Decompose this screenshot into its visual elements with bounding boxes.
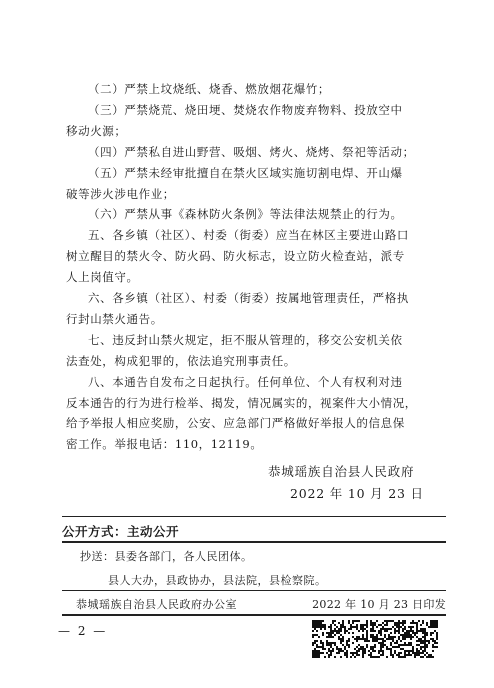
divider-top [62, 516, 446, 517]
body-line: 破等涉火涉电作业； [66, 186, 175, 201]
cc-line-2: 县人大办，县政协办，县法院，县检察院。 [108, 574, 327, 587]
divider-thick [62, 541, 446, 543]
body-line: （三）严禁烧荒、烧田埂、焚烧农作物废弃物料、投放空中 [88, 102, 403, 117]
body-line: 七、违反封山禁火规定，拒不服从管理的，移交公安机关依 [88, 332, 403, 347]
body-line: 人上岗值守。 [66, 270, 139, 285]
cc-line-1: 抄送：县委各部门，各人民团体。 [80, 550, 253, 563]
body-line: 八、本通告自发布之日起执行。任何单位、个人有权利对违 [88, 374, 403, 389]
body-line: 树立醒目的禁火令、防火码、防火标志，设立防火检查站，派专 [66, 249, 405, 264]
disclosure-method: 公开方式：主动公开 [62, 524, 180, 539]
footer-issuer: 恭城瑶族自治县人民政府办公室 [76, 598, 237, 611]
body-line: （二）严禁上坟烧纸、烧香、燃放烟花爆竹； [88, 82, 330, 96]
page-number: — 2 — [58, 624, 108, 638]
footer-print-date: 2022 年 10 月 23 日印发 [312, 598, 446, 611]
body-line: （五）严禁未经审批擅自在禁火区域实施切割电焊、开山爆 [88, 165, 403, 180]
body-line: 移动火源； [66, 123, 127, 138]
body-line: 反本通告的行为进行检举、揭发，情况属实的，视案件大小情况， [66, 395, 417, 410]
body-line: （四）严禁私自进山野营、吸烟、烤火、烧烤、祭祀等活动； [88, 144, 415, 159]
divider-middle [62, 590, 446, 591]
barcode-image [312, 620, 438, 658]
body-line: 给予举报人相应奖励，公安、应急部门严格做好举报人的信息保 [66, 416, 405, 431]
body-line: 五、各乡镇（社区）、村委（街委）应当在林区主要进山路口 [88, 228, 409, 243]
divider-bottom [62, 614, 446, 616]
body-line: 法查处，构成犯罪的，依法追究刑事责任。 [66, 353, 296, 368]
body-line: 六、各乡镇（社区）、村委（街委）按属地管理责任，严格执 [88, 291, 409, 305]
body-line: 行封山禁火通告。 [66, 311, 163, 326]
issuing-authority: 恭城瑶族自治县人民政府 [268, 464, 415, 479]
body-line: （六）严禁从事《森林防火条例》等法律法规禁止的行为。 [88, 207, 403, 222]
issue-date: 2022 年 10 月 23 日 [290, 486, 424, 501]
body-line: 密工作。举报电话：110，12119。 [66, 437, 263, 452]
